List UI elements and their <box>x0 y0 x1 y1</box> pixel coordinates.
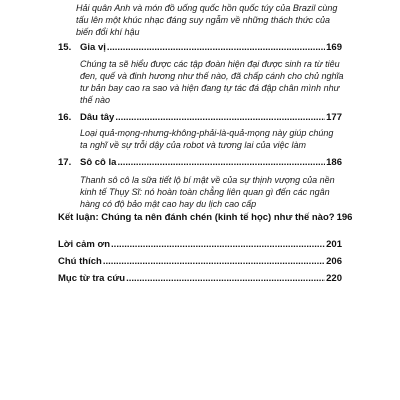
backmatter-title: Lời cảm ơn <box>58 239 111 250</box>
conclusion-title: Kết luận: Chúng ta nên đánh chén (kinh tế học) như thế nào? <box>58 212 335 223</box>
toc-entry-conclusion[interactable] <box>58 212 353 224</box>
description-line: thế nào <box>80 95 111 105</box>
backmatter-page-number: 201 <box>326 239 342 250</box>
chapter-title: Gia vị <box>80 42 106 53</box>
conclusion-page-number: 196 <box>336 212 353 223</box>
backmatter-page-number: 206 <box>326 256 342 267</box>
description-line: đen, quế và đinh hương như thế nào, đã chấp cánh cho chủ nghĩa <box>80 71 344 81</box>
description-line: tấu lên một khúc nhạc đáng suy ngẫm về những thách thức của <box>76 15 331 25</box>
chapter-number: 17. <box>58 157 72 168</box>
chapter-description <box>80 58 344 106</box>
description-line: biến đổi khí hậu <box>76 27 140 37</box>
backmatter-page-number: 220 <box>326 273 342 284</box>
description-line: kinh tế Thụy Sĩ: nó hoàn toàn chẳng liên quan gì đến các ngân <box>80 187 330 197</box>
chapter-title: Sô cô la <box>80 157 117 168</box>
description-line: Loại quả-mọng-nhưng-không-phải-là-quả-mọng này giúp chúng <box>80 128 334 138</box>
backmatter-title: Mục từ tra cứu <box>58 273 126 284</box>
chapter-number: 15. <box>58 42 72 53</box>
toc-entry-acknowledgements[interactable] <box>58 239 342 251</box>
description-line: Chúng ta sẽ hiểu được các tập đoàn hiện đại được sinh ra từ tiêu <box>80 59 340 69</box>
chapter-title: Dâu tây <box>80 112 115 123</box>
description-line: ta nghĩ về sự trỗi dậy của robot và tương lai của việc làm <box>80 140 306 150</box>
chapter-description <box>80 174 335 210</box>
toc-entry-notes[interactable] <box>58 256 342 268</box>
description-line: Thanh sô cô la sữa tiết lộ bí mật về của sự thịnh vượng của nền <box>80 175 335 185</box>
dot-leader <box>117 157 325 168</box>
description-line: hàng có độ bảo mật cao hay du lịch cao cấp <box>80 199 257 209</box>
dot-leader <box>126 273 325 284</box>
description-line: tư bản bay cao ra sao và hiện đang tự tác đá đập chân mình như <box>80 83 340 93</box>
previous-chapter-description <box>76 2 337 38</box>
dot-leader <box>107 42 325 53</box>
toc-entry-index[interactable] <box>58 273 342 285</box>
chapter-page-number: 177 <box>326 112 342 123</box>
chapter-number: 16. <box>58 112 72 123</box>
backmatter-title: Chú thích <box>58 256 102 267</box>
chapter-description <box>80 127 333 151</box>
description-line: Hải quân Anh và món đồ uống quốc hồn quốc túy của Brazil cùng <box>76 3 338 13</box>
dot-leader <box>115 112 325 123</box>
dot-leader <box>103 256 325 267</box>
chapter-page-number: 186 <box>326 157 342 168</box>
dot-leader <box>111 239 325 250</box>
chapter-page-number: 169 <box>326 42 342 53</box>
